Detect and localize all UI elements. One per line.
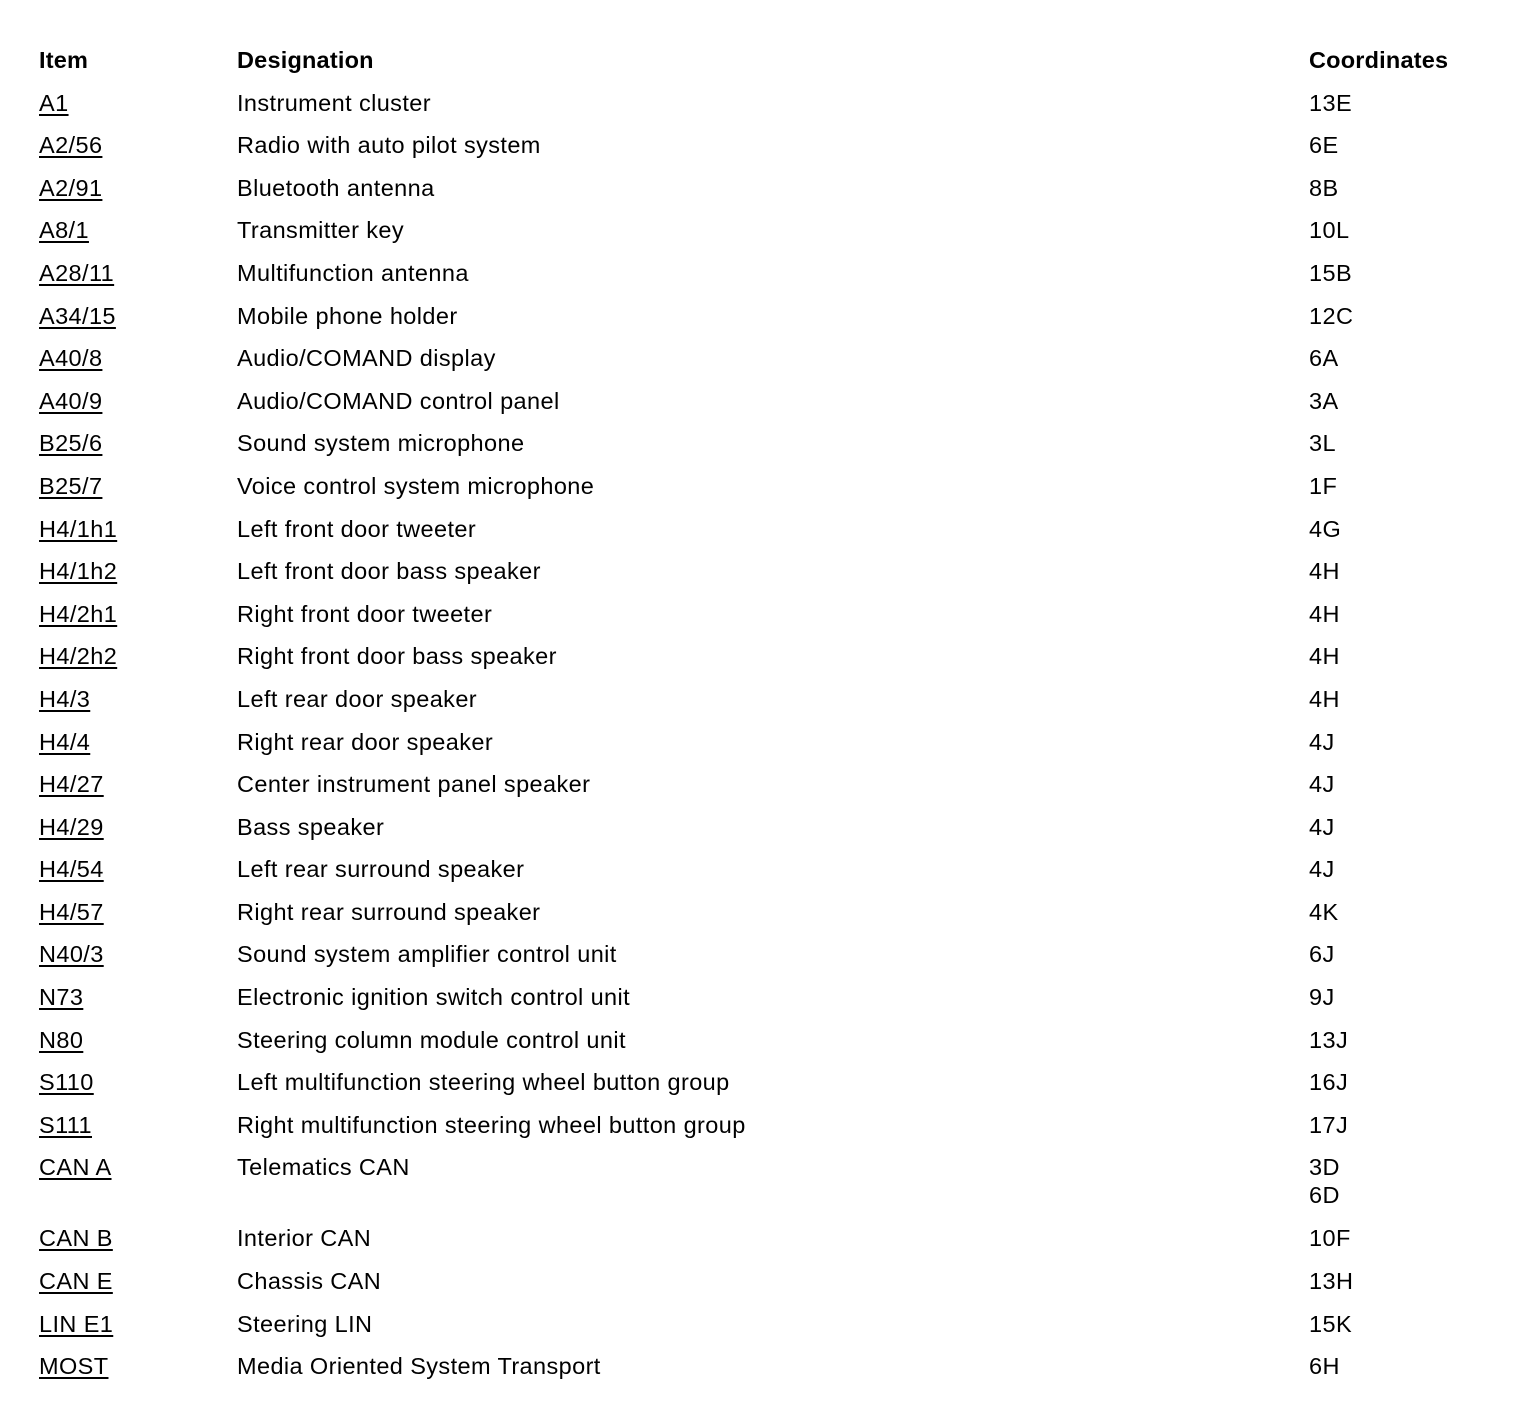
coordinate-value: 10L xyxy=(1309,217,1350,244)
designation-cell: Right rear door speaker xyxy=(237,728,494,755)
table-header-row xyxy=(39,40,1479,83)
item-link[interactable]: CAN E xyxy=(39,1268,113,1295)
item-link[interactable]: CAN B xyxy=(39,1225,113,1252)
coordinates-cell xyxy=(1309,1218,1351,1258)
coordinates-cell xyxy=(1309,1304,1352,1344)
designation-cell: Multifunction antenna xyxy=(237,259,469,286)
table-row xyxy=(39,381,1479,424)
item-link[interactable]: S111 xyxy=(39,1111,92,1138)
coordinates-cell xyxy=(1309,722,1335,762)
table-row xyxy=(39,764,1479,807)
table-row xyxy=(39,679,1479,722)
item-link[interactable]: A8/1 xyxy=(39,217,89,244)
coordinates-cell xyxy=(1309,594,1340,634)
coordinates-cell xyxy=(1309,1062,1348,1102)
header-coordinates: Coordinates xyxy=(1309,47,1449,73)
coordinates-cell xyxy=(1309,977,1335,1017)
coordinate-value: 17J xyxy=(1309,1111,1349,1138)
item-link[interactable]: CAN A xyxy=(39,1154,112,1181)
designation-cell: Bass speaker xyxy=(237,813,385,840)
table-row xyxy=(39,253,1479,296)
item-link[interactable]: A34/15 xyxy=(39,302,116,329)
coordinates-cell xyxy=(1309,125,1339,165)
item-link[interactable]: LIN E1 xyxy=(39,1310,114,1337)
table-row xyxy=(39,125,1479,168)
table-row xyxy=(39,934,1479,977)
designation-cell: Right front door bass speaker xyxy=(237,643,557,670)
table-body xyxy=(39,83,1479,1389)
table-row xyxy=(39,83,1479,126)
table-row xyxy=(39,168,1479,211)
coordinate-value: 3A xyxy=(1309,387,1339,414)
designation-cell: Transmitter key xyxy=(237,217,405,244)
coordinates-cell xyxy=(1309,168,1339,208)
coordinate-value: 15B xyxy=(1309,259,1353,286)
item-link[interactable]: H4/4 xyxy=(39,728,91,755)
coordinate-value: 4J xyxy=(1309,813,1335,840)
coordinate-value: 4J xyxy=(1309,728,1335,755)
coordinate-value: 16J xyxy=(1309,1069,1349,1096)
designation-cell: Bluetooth antenna xyxy=(237,174,435,201)
coordinate-value: 6H xyxy=(1309,1353,1340,1380)
coordinate-value: 4H xyxy=(1309,558,1340,585)
coordinate-value: 4G xyxy=(1309,515,1342,542)
item-link[interactable]: S110 xyxy=(39,1069,94,1096)
designation-cell: Steering column module control unit xyxy=(237,1026,626,1053)
designation-cell: Telematics CAN xyxy=(237,1154,410,1181)
coordinate-value: 1F xyxy=(1309,472,1338,499)
designation-cell: Left multifunction steering wheel button group xyxy=(237,1069,730,1096)
designation-cell: Instrument cluster xyxy=(237,89,431,116)
table-row xyxy=(39,636,1479,679)
designation-cell: Media Oriented System Transport xyxy=(237,1353,601,1380)
coordinate-value: 4H xyxy=(1309,643,1340,670)
coordinates-cell xyxy=(1309,636,1340,676)
table-row xyxy=(39,1020,1479,1063)
table-row xyxy=(39,1218,1479,1261)
coordinates-cell xyxy=(1309,1346,1340,1386)
coordinates-cell xyxy=(1309,807,1335,847)
designation-cell: Chassis CAN xyxy=(237,1268,382,1295)
coordinates-cell xyxy=(1309,338,1339,378)
table-row xyxy=(39,1147,1479,1218)
coordinates-cell xyxy=(1309,764,1335,804)
designation-cell: Radio with auto pilot system xyxy=(237,132,541,159)
coordinates-cell xyxy=(1309,210,1349,250)
coordinate-value: 3L xyxy=(1309,430,1336,457)
table-row xyxy=(39,849,1479,892)
item-link[interactable]: B25/7 xyxy=(39,472,103,499)
designation-cell: Right multifunction steering wheel button group xyxy=(237,1111,746,1138)
item-link[interactable]: A2/56 xyxy=(39,132,103,159)
designation-cell: Steering LIN xyxy=(237,1310,373,1337)
item-link[interactable]: H4/1h1 xyxy=(39,515,118,542)
item-link[interactable]: MOST xyxy=(39,1353,109,1380)
item-link[interactable]: A1 xyxy=(39,89,69,116)
table-row xyxy=(39,807,1479,850)
item-link[interactable]: A28/11 xyxy=(39,259,115,286)
designation-cell: Sound system microphone xyxy=(237,430,525,457)
item-link[interactable]: N40/3 xyxy=(39,941,104,968)
item-link[interactable]: H4/3 xyxy=(39,685,91,712)
coordinates-cell xyxy=(1309,381,1339,421)
coordinates-cell xyxy=(1309,509,1341,549)
item-link[interactable]: A40/9 xyxy=(39,387,103,414)
header-designation: Designation xyxy=(237,47,374,73)
table-row xyxy=(39,423,1479,466)
coordinate-value: 8B xyxy=(1309,174,1339,201)
designation-cell: Voice control system microphone xyxy=(237,472,595,499)
table-row xyxy=(39,977,1479,1020)
coordinate-value: 10F xyxy=(1309,1225,1351,1252)
item-link[interactable]: B25/6 xyxy=(39,430,103,457)
coordinates-cell xyxy=(1309,551,1340,591)
coordinates-cell xyxy=(1309,679,1340,719)
item-link[interactable]: N73 xyxy=(39,984,84,1011)
coordinate-value: 6D xyxy=(1309,1182,1340,1209)
item-link[interactable]: H4/29 xyxy=(39,813,104,840)
item-link[interactable]: H4/27 xyxy=(39,771,104,798)
coordinate-value: 13E xyxy=(1309,89,1353,116)
designation-cell: Interior CAN xyxy=(237,1225,372,1252)
coordinates-cell xyxy=(1309,1105,1348,1145)
designation-cell: Mobile phone holder xyxy=(237,302,458,329)
coordinate-value: 6A xyxy=(1309,345,1339,372)
designation-cell: Left front door bass speaker xyxy=(237,558,541,585)
designation-cell: Audio/COMAND display xyxy=(237,345,496,372)
table-row xyxy=(39,722,1479,765)
table-row xyxy=(39,210,1479,253)
designation-cell: Center instrument panel speaker xyxy=(237,771,591,798)
designation-cell: Left rear surround speaker xyxy=(237,856,525,883)
coordinate-value: 6E xyxy=(1309,132,1339,159)
coordinate-value: 4H xyxy=(1309,685,1340,712)
coordinate-value: 13J xyxy=(1309,1026,1349,1053)
coordinate-value: 13H xyxy=(1309,1268,1354,1295)
table-row xyxy=(39,892,1479,935)
item-link[interactable]: A40/8 xyxy=(39,345,103,372)
coordinates-cell xyxy=(1309,934,1335,974)
table-row xyxy=(39,551,1479,594)
item-link[interactable]: H4/54 xyxy=(39,856,104,883)
item-link[interactable]: H4/2h1 xyxy=(39,600,118,627)
designation-cell: Left rear door speaker xyxy=(237,685,478,712)
table-row xyxy=(39,1105,1479,1148)
table-row xyxy=(39,1346,1479,1389)
table-row xyxy=(39,594,1479,637)
coordinate-value: 3D xyxy=(1309,1154,1340,1181)
coordinates-cell xyxy=(1309,1147,1340,1209)
table-row xyxy=(39,296,1479,339)
coordinate-value: 15K xyxy=(1309,1310,1353,1337)
coordinate-value: 12C xyxy=(1309,302,1354,329)
coordinate-value: 9J xyxy=(1309,984,1335,1011)
coordinate-value: 4J xyxy=(1309,856,1335,883)
coordinates-cell xyxy=(1309,1020,1348,1060)
component-legend-table xyxy=(39,40,1479,1389)
coordinate-value: 4J xyxy=(1309,771,1335,798)
item-link[interactable]: H4/57 xyxy=(39,898,104,925)
header-item: Item xyxy=(39,47,89,73)
coordinates-cell xyxy=(1309,83,1352,123)
item-link[interactable]: H4/1h2 xyxy=(39,558,118,585)
table-row xyxy=(39,509,1479,552)
item-link[interactable]: H4/2h2 xyxy=(39,643,118,670)
table-row xyxy=(39,1304,1479,1347)
designation-cell: Right rear surround speaker xyxy=(237,898,541,925)
coordinates-cell xyxy=(1309,849,1335,889)
coordinates-cell xyxy=(1309,1261,1353,1301)
designation-cell: Left front door tweeter xyxy=(237,515,477,542)
designation-cell: Electronic ignition switch control unit xyxy=(237,984,631,1011)
item-link[interactable]: A2/91 xyxy=(39,174,103,201)
table-row xyxy=(39,1261,1479,1304)
item-link[interactable]: N80 xyxy=(39,1026,84,1053)
coordinate-value: 4H xyxy=(1309,600,1340,627)
table-row xyxy=(39,338,1479,381)
designation-cell: Sound system amplifier control unit xyxy=(237,941,617,968)
coordinates-cell xyxy=(1309,423,1336,463)
designation-cell: Right front door tweeter xyxy=(237,600,493,627)
coordinate-value: 6J xyxy=(1309,941,1335,968)
coordinates-cell xyxy=(1309,296,1353,336)
coordinates-cell xyxy=(1309,892,1339,932)
designation-cell: Audio/COMAND control panel xyxy=(237,387,560,414)
coordinates-cell xyxy=(1309,253,1352,293)
coordinate-value: 4K xyxy=(1309,898,1339,925)
table-row xyxy=(39,466,1479,509)
table-row xyxy=(39,1062,1479,1105)
coordinates-cell xyxy=(1309,466,1337,506)
